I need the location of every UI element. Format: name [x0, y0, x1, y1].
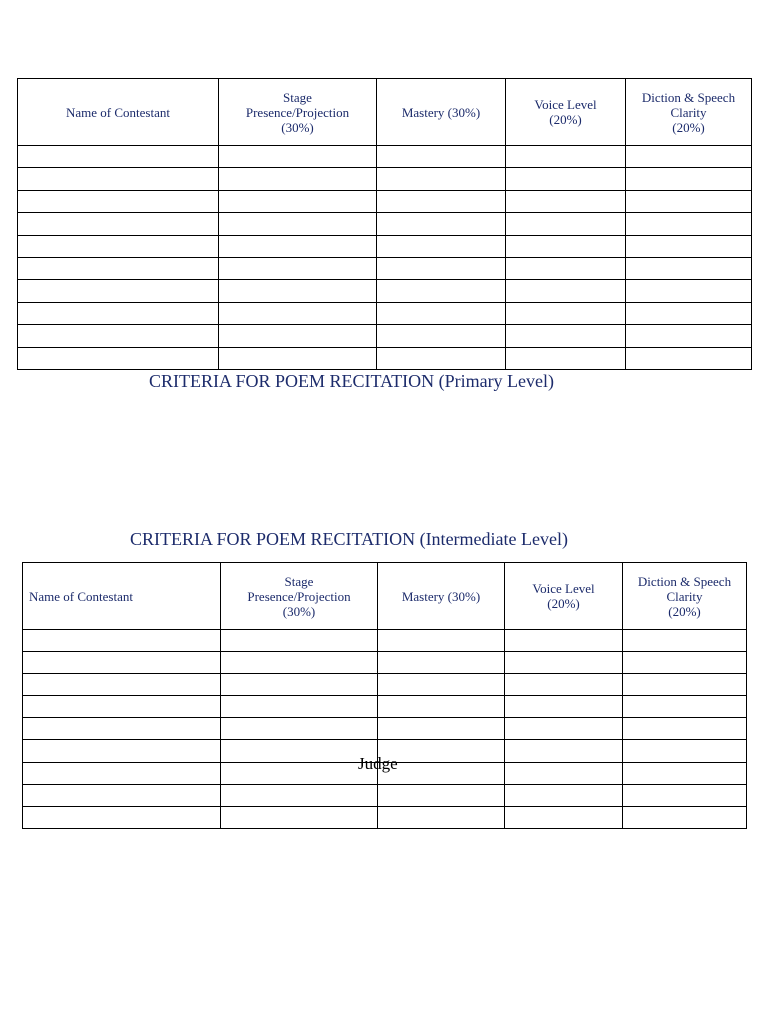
score-cell[interactable]: [505, 674, 623, 696]
score-cell[interactable]: [623, 740, 747, 762]
score-cell[interactable]: [377, 257, 506, 279]
score-cell[interactable]: [377, 168, 506, 190]
primary-score-table: [17, 78, 752, 370]
table-row: [23, 674, 747, 696]
score-cell[interactable]: [505, 784, 623, 806]
score-cell[interactable]: [506, 325, 626, 347]
score-cell[interactable]: [221, 652, 378, 674]
score-cell[interactable]: [219, 347, 377, 369]
score-cell[interactable]: [505, 718, 623, 740]
score-cell[interactable]: [626, 146, 752, 168]
table-row: [18, 235, 752, 257]
table-row: [18, 325, 752, 347]
score-cell[interactable]: [378, 630, 505, 652]
score-cell[interactable]: [377, 190, 506, 212]
score-cell[interactable]: [378, 674, 505, 696]
header-mastery: Mastery (30%): [377, 79, 506, 146]
score-cell[interactable]: [221, 674, 378, 696]
header-stage-presence: Stage Presence/Projection (30%): [219, 79, 377, 146]
score-cell[interactable]: [377, 146, 506, 168]
score-cell[interactable]: [506, 168, 626, 190]
score-cell[interactable]: [623, 718, 747, 740]
score-cell[interactable]: [623, 652, 747, 674]
score-cell[interactable]: [505, 696, 623, 718]
score-cell[interactable]: [219, 302, 377, 324]
score-cell[interactable]: [626, 235, 752, 257]
score-cell[interactable]: [506, 257, 626, 279]
score-cell[interactable]: [18, 280, 219, 302]
score-cell[interactable]: [505, 740, 623, 762]
header-name-of-contestant: Name of Contestant: [18, 79, 219, 146]
table-row: [18, 302, 752, 324]
header-voice-level: Voice Level (20%): [505, 563, 623, 630]
score-cell[interactable]: [626, 302, 752, 324]
score-cell[interactable]: [377, 213, 506, 235]
score-cell[interactable]: [219, 146, 377, 168]
score-cell[interactable]: [626, 347, 752, 369]
score-cell[interactable]: [23, 718, 221, 740]
table-row: [23, 696, 747, 718]
score-cell[interactable]: [23, 740, 221, 762]
score-cell[interactable]: [219, 280, 377, 302]
score-cell[interactable]: [221, 718, 378, 740]
score-cell[interactable]: [18, 190, 219, 212]
score-cell[interactable]: [506, 235, 626, 257]
score-cell[interactable]: [506, 347, 626, 369]
score-cell[interactable]: [378, 652, 505, 674]
header-voice-level: Voice Level (20%): [506, 79, 626, 146]
score-cell[interactable]: [18, 302, 219, 324]
score-cell[interactable]: [505, 806, 623, 828]
score-cell[interactable]: [377, 325, 506, 347]
score-cell[interactable]: [18, 235, 219, 257]
score-cell[interactable]: [221, 740, 378, 762]
score-cell[interactable]: [378, 718, 505, 740]
header-stage-presence: Stage Presence/Projection (30%): [221, 563, 378, 630]
primary-table-body: [18, 146, 752, 370]
table-row: [18, 146, 752, 168]
table-row: [18, 257, 752, 279]
score-cell[interactable]: [219, 235, 377, 257]
signature-line: [273, 739, 495, 740]
table-row: [18, 347, 752, 369]
score-cell[interactable]: [623, 784, 747, 806]
score-cell[interactable]: [377, 280, 506, 302]
score-cell[interactable]: [221, 696, 378, 718]
score-cell[interactable]: [219, 325, 377, 347]
score-cell[interactable]: [23, 806, 221, 828]
score-cell[interactable]: [623, 806, 747, 828]
table-row: [18, 213, 752, 235]
score-cell[interactable]: [626, 280, 752, 302]
intermediate-table-body: [23, 630, 747, 829]
score-cell[interactable]: [23, 696, 221, 718]
header-name-of-contestant: Name of Contestant: [23, 563, 221, 630]
score-cell[interactable]: [219, 213, 377, 235]
score-cell[interactable]: [377, 302, 506, 324]
score-cell[interactable]: [18, 347, 219, 369]
score-cell[interactable]: [219, 168, 377, 190]
table-row: [23, 630, 747, 652]
intermediate-score-table: [22, 562, 747, 829]
score-cell[interactable]: [18, 213, 219, 235]
score-cell[interactable]: [221, 630, 378, 652]
score-cell[interactable]: [378, 696, 505, 718]
score-cell[interactable]: [506, 213, 626, 235]
score-cell[interactable]: [506, 146, 626, 168]
score-cell[interactable]: [378, 806, 505, 828]
table-row: [23, 784, 747, 806]
score-cell[interactable]: [221, 806, 378, 828]
table-row: [18, 168, 752, 190]
score-cell[interactable]: [221, 762, 378, 784]
score-cell[interactable]: [506, 302, 626, 324]
judge-signature-label: Judge: [358, 754, 398, 773]
score-cell[interactable]: [505, 652, 623, 674]
header-diction-clarity: Diction & Speech Clarity (20%): [626, 79, 752, 146]
score-cell[interactable]: [506, 280, 626, 302]
score-cell[interactable]: [626, 257, 752, 279]
table-row: [23, 652, 747, 674]
table-row: [18, 190, 752, 212]
score-cell[interactable]: [506, 190, 626, 212]
score-cell[interactable]: [23, 784, 221, 806]
table-row: [18, 280, 752, 302]
score-cell[interactable]: [623, 630, 747, 652]
score-cell[interactable]: [623, 762, 747, 784]
score-cell[interactable]: [505, 630, 623, 652]
table-row: [23, 718, 747, 740]
header-mastery: Mastery (30%): [378, 563, 505, 630]
header-diction-clarity: Diction & Speech Clarity (20%): [623, 563, 747, 630]
score-cell[interactable]: [23, 630, 221, 652]
score-cell[interactable]: [626, 190, 752, 212]
intermediate-level-title: CRITERIA FOR POEM RECITATION (Intermediate Level): [130, 529, 568, 549]
table-row: [23, 806, 747, 828]
score-cell[interactable]: [505, 762, 623, 784]
table-header-row: [18, 79, 752, 146]
score-cell[interactable]: [221, 784, 378, 806]
table-header-row: [23, 563, 747, 630]
score-cell[interactable]: [623, 696, 747, 718]
score-cell[interactable]: [219, 257, 377, 279]
score-cell[interactable]: [219, 190, 377, 212]
score-cell[interactable]: [18, 168, 219, 190]
score-cell[interactable]: [18, 146, 219, 168]
score-cell[interactable]: [377, 235, 506, 257]
score-cell[interactable]: [626, 213, 752, 235]
score-cell[interactable]: [18, 257, 219, 279]
score-cell[interactable]: [23, 674, 221, 696]
score-cell[interactable]: [18, 325, 219, 347]
primary-level-title: CRITERIA FOR POEM RECITATION (Primary Level): [149, 371, 555, 391]
score-cell[interactable]: [623, 674, 747, 696]
score-cell[interactable]: [626, 325, 752, 347]
score-cell[interactable]: [23, 762, 221, 784]
score-cell[interactable]: [378, 784, 505, 806]
score-cell[interactable]: [23, 652, 221, 674]
score-cell[interactable]: [377, 347, 506, 369]
score-cell[interactable]: [626, 168, 752, 190]
